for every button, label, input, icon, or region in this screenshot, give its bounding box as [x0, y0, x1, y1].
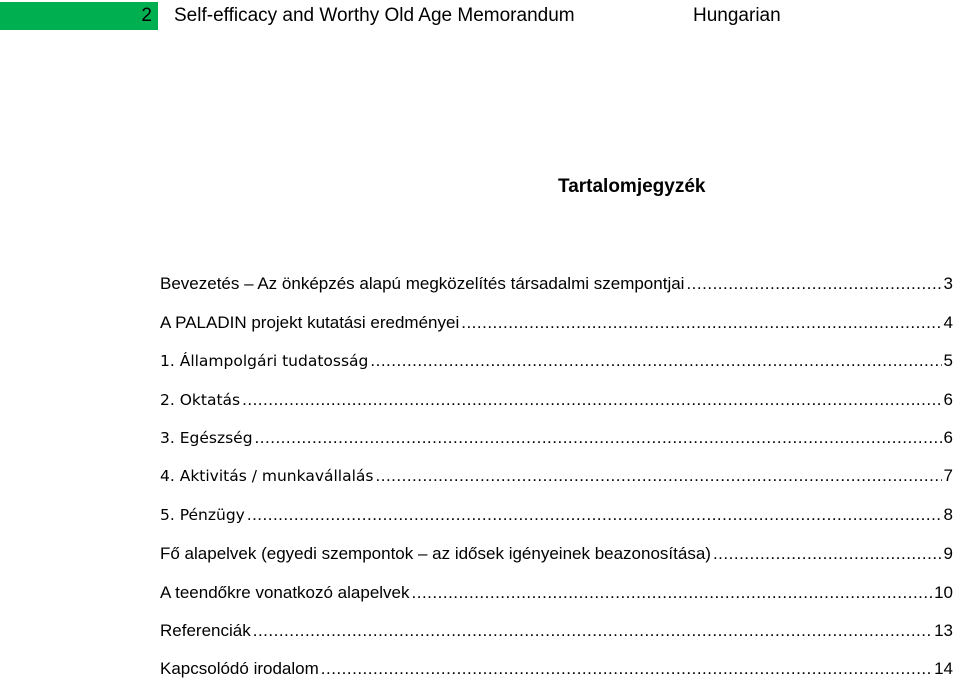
toc-leader-dots	[253, 621, 932, 641]
toc-leader-dots	[376, 466, 942, 486]
toc-entry-page: 4	[943, 313, 953, 332]
toc-entry-label: A PALADIN projekt kutatási eredményei	[160, 313, 460, 332]
toc-entry-page: 10	[934, 583, 953, 602]
toc-entry-label: Fő alapelvek (egyedi szempontok – az idősek igényeinek beazonosítása)	[160, 544, 711, 563]
toc-entry-label: 2. Oktatás	[160, 391, 241, 409]
toc-entry-label: Bevezetés – Az önképzés alapú megközelítés társadalmi szempontjai	[160, 274, 685, 293]
toc-entry-page: 14	[934, 659, 953, 678]
toc-leader-dots	[461, 313, 941, 333]
toc-entry-label: Referenciák	[160, 621, 251, 640]
toc-entry-page: 13	[934, 621, 953, 640]
toc-leader-dots	[412, 583, 933, 603]
header-title: Self-efficacy and Worthy Old Age Memorandum	[174, 5, 575, 26]
toc-entry-page: 8	[943, 505, 953, 524]
toc-entry-introduction[interactable]	[160, 274, 953, 298]
toc-leader-dots	[255, 428, 942, 448]
toc-entry-activity[interactable]	[160, 466, 953, 490]
toc-entry-page: 7	[943, 466, 953, 485]
toc-entry-education[interactable]	[160, 390, 953, 414]
toc-entry-page: 6	[943, 428, 953, 447]
toc-entry-page: 5	[943, 351, 953, 370]
toc-entry-label: Kapcsolódó irodalom	[160, 659, 319, 678]
toc-entry-label: 5. Pénzügy	[160, 506, 245, 524]
toc-entry-page: 9	[943, 544, 953, 563]
toc-entry-references[interactable]	[160, 621, 953, 645]
header-language: Hungarian	[693, 5, 781, 26]
toc-entry-label: A teendőkre vonatkozó alapelvek	[160, 583, 410, 602]
toc-entry-paladin-results[interactable]	[160, 313, 953, 337]
toc-entry-action-principles[interactable]	[160, 583, 953, 607]
toc-entry-health[interactable]	[160, 428, 953, 452]
toc-leader-dots	[321, 659, 932, 679]
toc-entry-main-principles[interactable]	[160, 544, 953, 568]
toc-entry-label: 4. Aktivitás / munkavállalás	[160, 467, 374, 485]
toc-entry-label: 3. Egészség	[160, 429, 253, 447]
toc-entry-finance[interactable]	[160, 505, 953, 529]
toc-leader-dots	[247, 505, 942, 525]
toc-entry-citizenship[interactable]	[160, 351, 953, 375]
toc-leader-dots	[713, 544, 942, 564]
toc-entry-page: 6	[943, 390, 953, 409]
page-number: 2	[0, 2, 158, 30]
toc-title: Tartalomjegyzék	[558, 176, 706, 197]
toc-entry-label: 1. Állampolgári tudatosság	[160, 352, 369, 370]
toc-leader-dots	[686, 274, 941, 294]
toc-entry-page: 3	[943, 274, 953, 293]
toc-leader-dots	[242, 390, 941, 410]
toc-entry-related-literature[interactable]	[160, 659, 953, 683]
toc-leader-dots	[370, 351, 941, 371]
page-header	[0, 0, 960, 32]
